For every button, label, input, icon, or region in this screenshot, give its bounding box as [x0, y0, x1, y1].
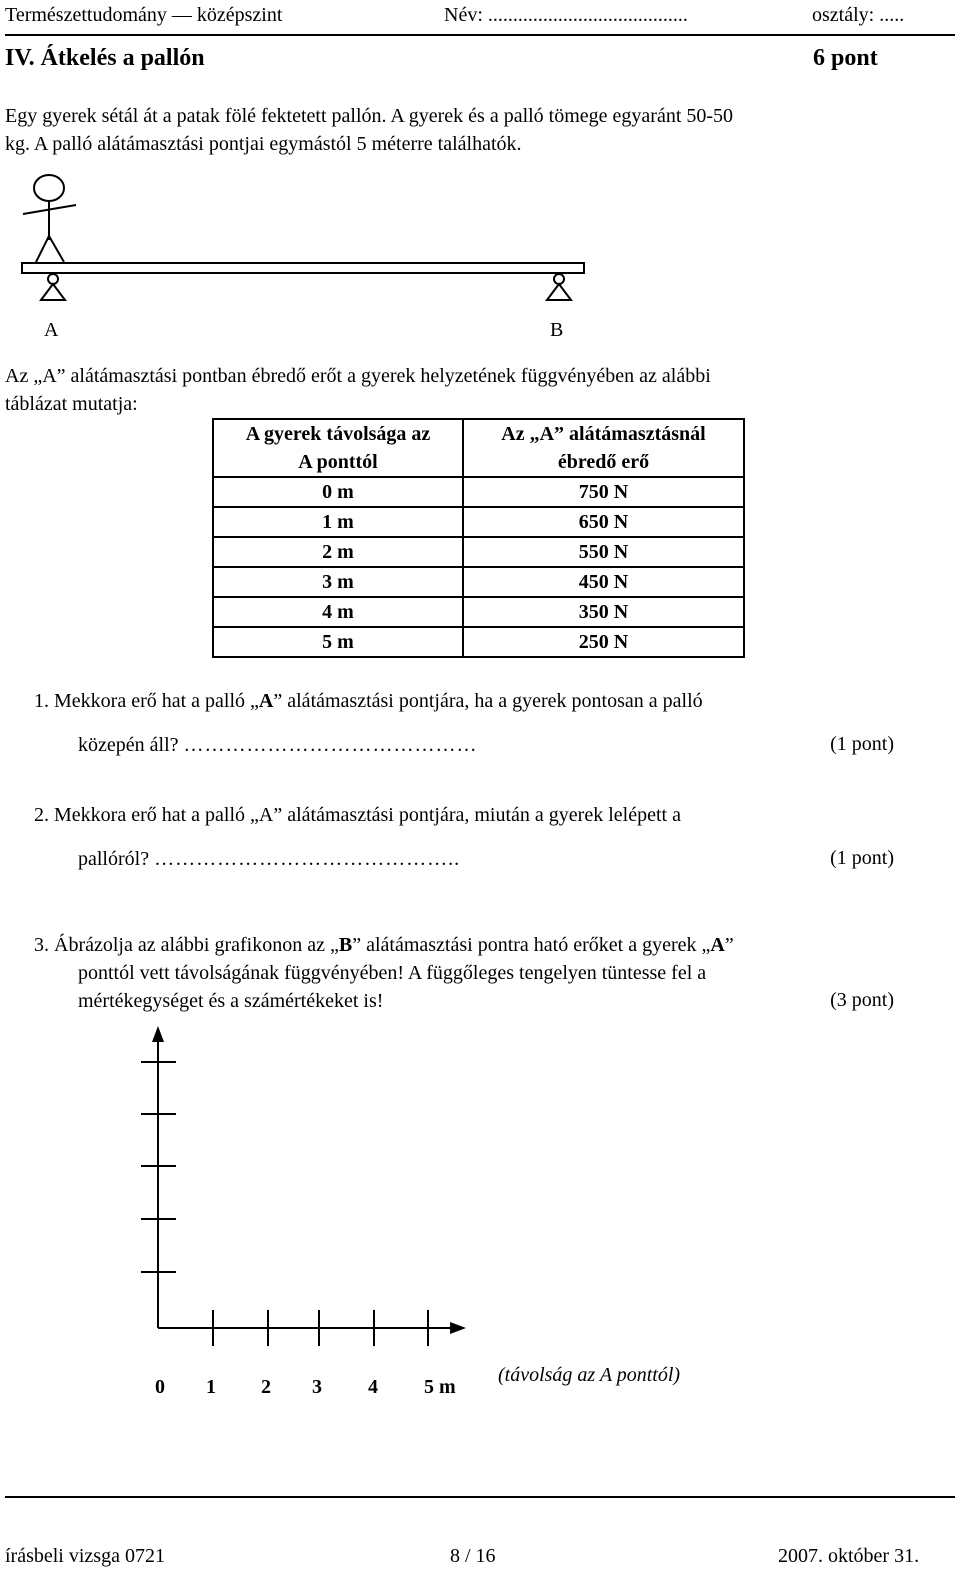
question-1-text-pre: 1. Mekkora erő hat a palló „ [34, 690, 259, 712]
support-a-label: A [44, 319, 59, 341]
question-3-text-post: ” alátámasztási pontra ható erőket a gyerek „ [352, 934, 711, 956]
graph-x-tick-label: 5 m [424, 1376, 456, 1398]
intro-line-1: Egy gyerek sétál át a patak fölé fektetett pallón. A gyerek és a palló tömege egyaránt 50-50 [5, 105, 734, 127]
support-b-label: B [550, 319, 564, 341]
table-cell-force: 750 N [463, 477, 744, 507]
table-header-force-line1: Az „A” alátámasztásnál [501, 423, 706, 445]
graph-x-tick-label: 1 [206, 1376, 216, 1398]
table-cell-distance: 2 m [213, 537, 463, 567]
header-name-field: Név: ........................................ [444, 4, 688, 26]
question-2-points: (1 pont) [830, 847, 894, 869]
footer-date: 2007. október 31. [778, 1545, 920, 1567]
graph-x-tick-label: 0 [155, 1376, 165, 1398]
graph-x-axis-arrow [450, 1322, 466, 1334]
table-header-distance-line2: A ponttól [298, 451, 378, 473]
question-2-answer-blank[interactable]: …………………………………….. [154, 848, 461, 870]
footer-rule [5, 1496, 955, 1498]
header-class-field: osztály: ..... [812, 4, 905, 26]
footer-exam-code: írásbeli vizsga 0721 [5, 1545, 165, 1567]
task-title: IV. Átkelés a pallón [5, 45, 205, 71]
question-3-bold-b: B [338, 934, 353, 956]
footer-page-number: 8 / 16 [450, 1545, 496, 1567]
table-intro-line-2: táblázat mutatja: [5, 393, 138, 415]
header-subject: Természettudomány — középszint [5, 4, 283, 26]
question-2-text-line2: pallóról? [78, 848, 150, 870]
question-1-text-line2: közepén áll? [78, 734, 179, 756]
question-3-points: (3 pont) [830, 989, 894, 1011]
table-cell-distance: 1 m [213, 507, 463, 537]
question-3-text-pre: 3. Ábrázolja az alábbi grafikonon az „ [34, 934, 339, 956]
intro-line-2: kg. A palló alátámasztási pontjai egymástól 5 méterre találhatók. [5, 133, 522, 155]
table-header-force-line2: ébredő erő [557, 451, 650, 473]
graph-x-tick-label: 2 [261, 1376, 271, 1398]
table-cell-force: 250 N [463, 627, 744, 657]
question-1-bold-a: A [258, 690, 274, 712]
question-3-line-3: mértékegységet és a számértékeket is! [78, 990, 384, 1012]
table-cell-distance: 5 m [213, 627, 463, 657]
question-3-line-2: ponttól vett távolságának függvényében! A függőleges tengelyen tüntesse fel a [78, 962, 707, 984]
table-cell-force: 650 N [463, 507, 744, 537]
graph-x-tick-label: 4 [368, 1376, 378, 1398]
graph-x-caption: (távolság az A ponttól) [498, 1364, 681, 1386]
question-1-text-post: ” alátámasztási pontjára, ha a gyerek pontosan a palló [273, 690, 703, 712]
task-points: 6 pont [813, 45, 878, 71]
question-2-line-1: 2. Mekkora erő hat a palló „A” alátámasztási pontjára, miután a gyerek lelépett a [34, 804, 681, 826]
table-cell-distance: 0 m [213, 477, 463, 507]
table-header-distance-line1: A gyerek távolsága az [245, 423, 431, 445]
question-3-bold-a: A [710, 934, 725, 956]
table-cell-force: 350 N [463, 597, 744, 627]
question-1-points: (1 pont) [830, 733, 894, 755]
graph-x-tick-label: 3 [312, 1376, 322, 1398]
question-3-text-end: ” [724, 934, 734, 956]
table-cell-distance: 3 m [213, 567, 463, 597]
table-cell-force: 450 N [463, 567, 744, 597]
table-cell-distance: 4 m [213, 597, 463, 627]
table-cell-force: 550 N [463, 537, 744, 567]
question-1-answer-blank[interactable]: …………………………………… [183, 734, 478, 756]
table-intro-line-1: Az „A” alátámasztási pontban ébredő erőt a gyerek helyzetének függvényében az alábbi [5, 365, 711, 387]
graph-y-axis-arrow [152, 1026, 164, 1042]
